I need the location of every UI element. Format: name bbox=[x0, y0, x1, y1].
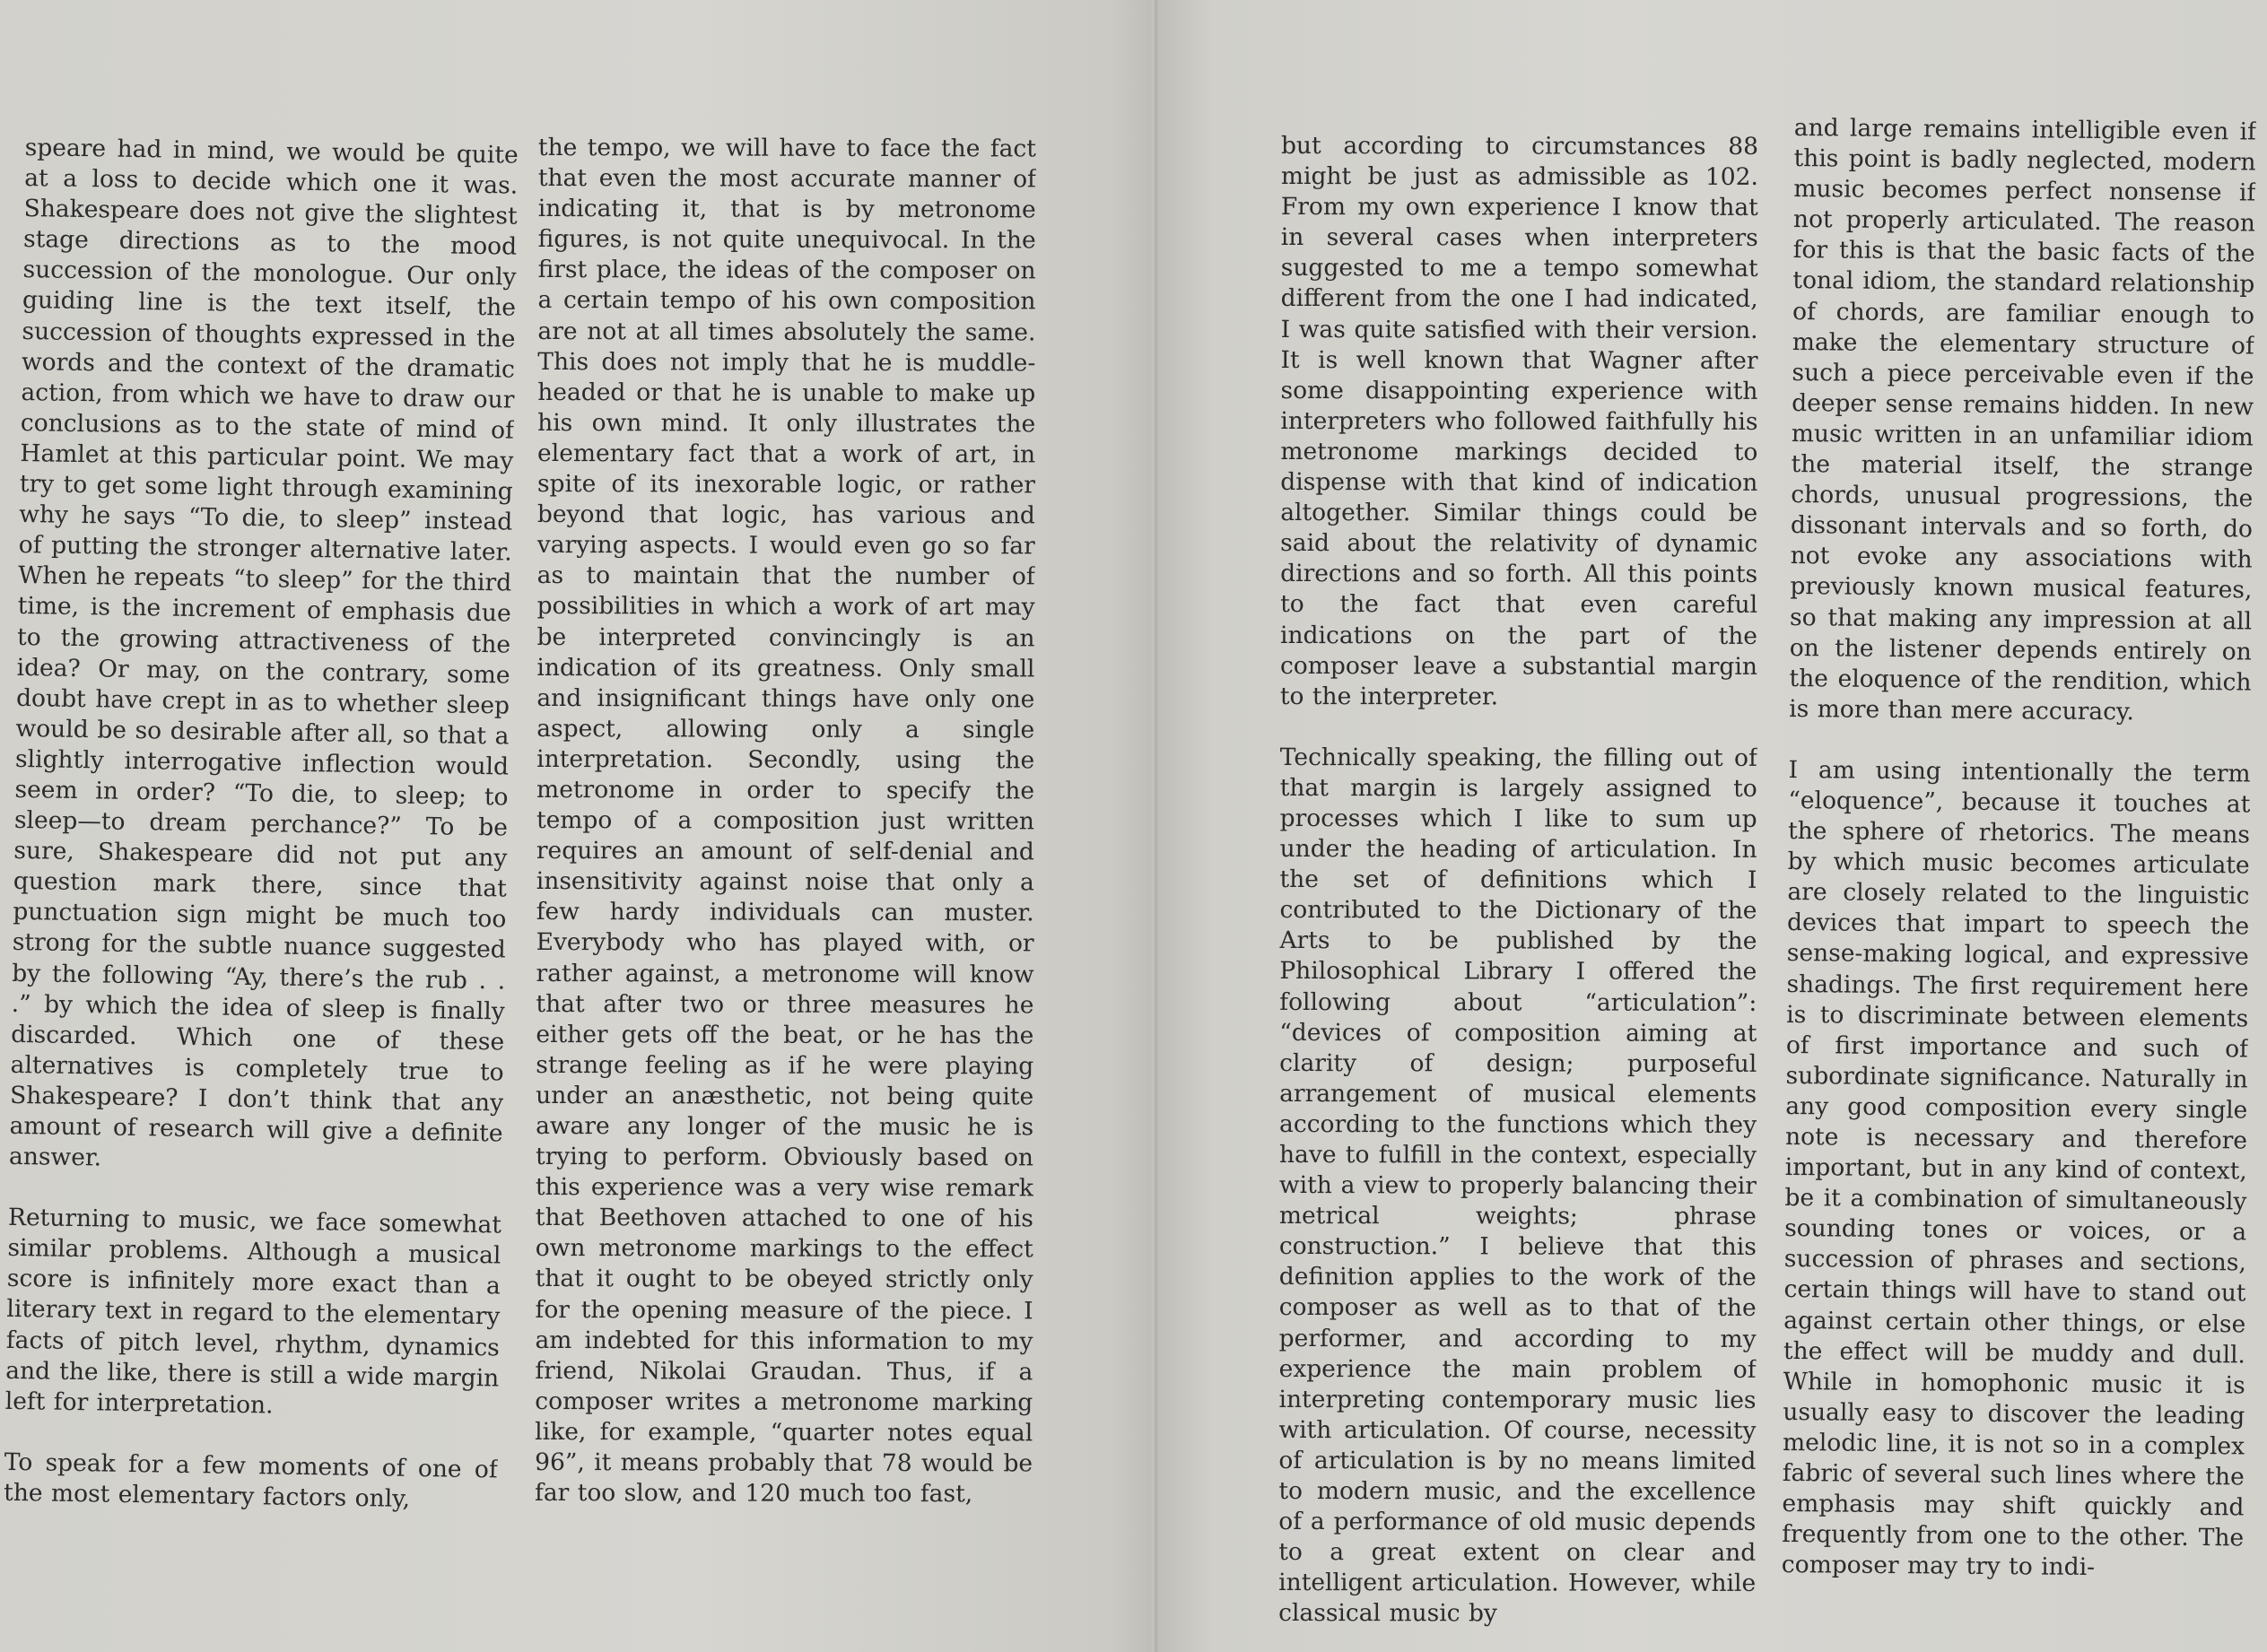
paragraph: speare had in mind, we would be quite at a loss to decide which one it was. Shakespeare does not give the slightest stage directions as to the mood succession of the monologue. Our only guiding line is the text itself, the succession of thoughts expressed in the words and the context of the dramatic action, from which we have to draw our conclusions as to the state of mind of Hamlet at this particular point. We may try to get some light through examining why he says “To die, to sleep” instead of putting the stronger alternative later. When he repeats “to sleep” for the third time, is the increment of emphasis due to the growing attractiveness of the idea? Or may, on the contrary, some doubt have crept in as to whether sleep would be so desirable after all, so that a slightly interrogative inflection would seem in order? “To die, to sleep; to sleep—to dream perchance?” To be sure, Shakespeare did not put any question mark there, since that punctuation sign might be much too strong for the subtle nuance suggested by the following “Ay, there’s the rub . . .” by which the idea of sleep is finally discarded. Which one of these alternatives is completely true to Shakespeare? I don’t think that any amount of research will give a definite answer. bbox=[8, 133, 519, 1172]
right-page-left-column bbox=[1278, 131, 1758, 1652]
paragraph: the tempo, we will have to face the fact that even the most accurate manner of indicating it, that is by metronome figures, is not quite unequivocal. In the first place, the ideas of the composer on a certain tempo of his own composition are not at all times absolutely the same. This does not imply that he is muddle-headed or that he is unable to make up his own mind. It only illustrates the elementary fact that a work of art, in spite of its inexorable logic, or rather beyond that logic, has various and varying aspects. I would even go so far as to maintain that the number of possibilities in which a work of art may be interpreted convincingly is an indication of its greatness. Only small and insignificant things have only one aspect, allowing only a single interpretation. Secondly, using the metronome in order to specify the tempo of a composition just written requires an amount of self-denial and insensitivity against noise that only a few hardy individuals can muster. Everybody who has played with, or rather against, a metronome will know that after two or three measures he either gets off the beat, or he has the strange feeling as if he were playing under an anæsthetic, not being quite aware any longer of the music he is trying to perform. Obviously based on this experience was a very wise remark that Beethoven attached to one of his own metronome markings to the effect that it ought to be obeyed strictly only for the opening measure of the piece. I am indebted for this information to my friend, Nikolai Graudan. Thus, if a composer writes a metronome marking like, for example, “quarter notes equal 96”, it means probably that 78 would be far too slow, and 120 much too fast, bbox=[534, 134, 1036, 1509]
left-column bbox=[3, 133, 519, 1546]
paragraph: and large remains intelligible even if this point is badly neglected, modern music becomes perfect nonsense if not properly articulated. The reason for this is that the basic facts of the tonal idiom, the standard relationship of chords, are familiar enough to make the elementary structure of such a piece perceivable even if the deeper sense remains hidden. In new music written in an unfamiliar idiom the material itself, the strange chords, unusual progressions, the dissonant intervals and so forth, do not evoke any associations with previously known musical features, so that making any impression at all on the listener depends entirely on the eloquence of the rendition, which is more than mere accuracy. bbox=[1789, 113, 2256, 726]
paragraph: Returning to music, we face somewhat similar problems. Although a musical score is infinitely more exact than a literary text in regard to the elementary facts of pitch level, rhythm, dynamics and the like, there is still a wide margin left for interpretation. bbox=[4, 1204, 502, 1420]
paragraph: but according to circumstances 88 might be just as admissible as 102. From my own experience I know that in several cases when interpreters suggested to me a tempo somewhat different from the one I had indicated, I was quite satisfied with their version. It is well known that Wagner after some disappointing experience with interpreters who followed faithfully his metronome markings decided to dispense with that kind of indication altogether. Similar things could be said about the relativity of dynamic directions and so forth. All this points to the fact that even careful indications on the part of the composer leave a substantial margin to the interpreter. bbox=[1279, 132, 1758, 711]
right-column bbox=[1781, 113, 2256, 1615]
left-page-right-column bbox=[535, 133, 1036, 1541]
paragraph: Technically speaking, the filling out of that margin is largely assigned to processes which I like to sum up under the heading of articulation. In the set of definitions which I contributed to the Dictionary of the Arts to be published by the Philosophical Library I offered the following about “articulation”: “devices of composition aiming at clarity of design; purposeful arrangement of musical elements according to the functions which they have to fulfill in the context, especially with a view to properly balancing their metrical weights; phrase construction.” I believe that this definition applies to the work of the composer as well as to that of the performer, and according to my experience the main problem of interpreting contemporary music lies with articulation. Of course, necessity of articulation is by no means limited to modern music, and the excellence of a performance of old music depends to a great extent on clear and intelligent articulation. However, while classical music by bbox=[1278, 743, 1757, 1628]
right-page bbox=[1157, 0, 2267, 1652]
paragraph: To speak for a few moments of one of the most elementary factors only, bbox=[3, 1448, 498, 1513]
paragraph: I am using intentionally the term “eloquence”, because it touches at the sphere of rhetorics. The means by which music becomes articulate are closely related to the linguistic devices that impart to speech the sense-making logical, and expressive shadings. The first requirement here is to discriminate between elements of first importance and such of subordinate significance. Naturally in any good composition every single note is necessary and therefore important, but in any kind of context, be it a combination of simultaneously sounding tones or voices, or a succession of phrases and sections, certain things will have to stand out against certain other things, or else the effect will be muddy and dull. While in homophonic music it is usually easy to discover the leading melodic line, it is not so in a complex fabric of several such lines where the emphasis may shift quickly and frequently from one to the other. The composer may try to indi- bbox=[1781, 755, 2251, 1582]
